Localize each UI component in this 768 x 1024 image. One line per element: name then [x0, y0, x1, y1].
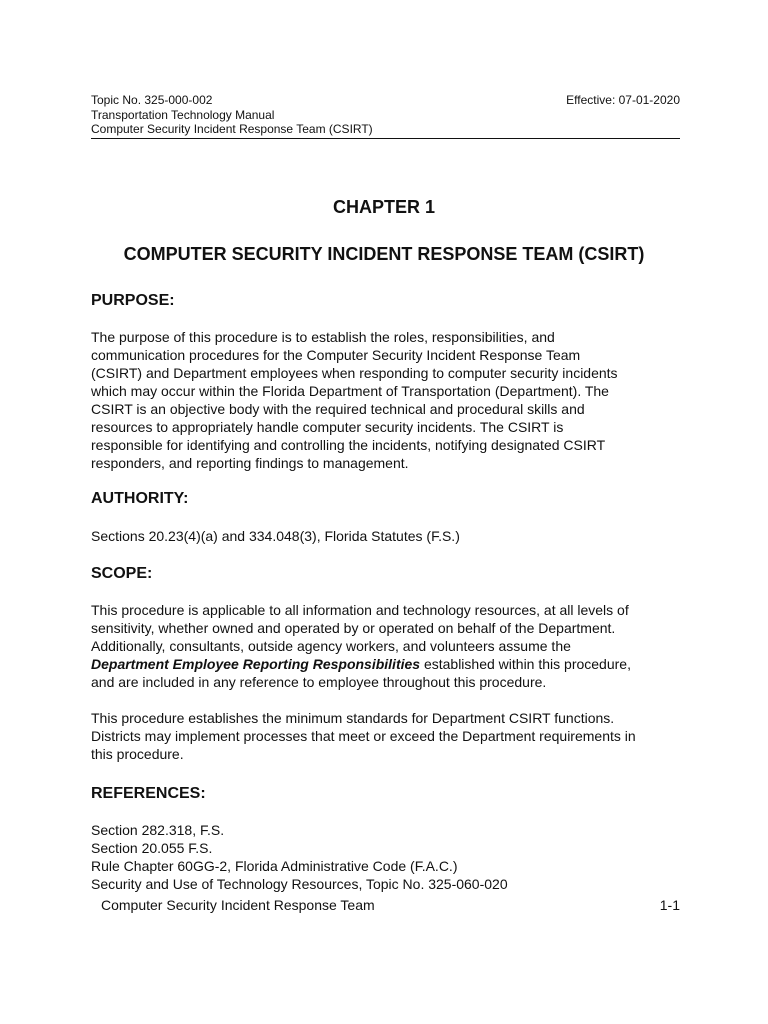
scope-line: sensitivity, whether owned and operated by or operated on behalf of the Department. [91, 620, 616, 636]
header-divider [91, 138, 680, 139]
page-header [91, 93, 680, 137]
purpose-line: resources to appropriately handle computer security incidents. The CSIRT is [91, 419, 564, 435]
purpose-line: responsible for identifying and controlling the incidents, notifying designated CSIRT [91, 437, 606, 453]
footer-page-number: 1-1 [659, 897, 680, 913]
authority-text [91, 527, 683, 545]
authority-line: Sections 20.23(4)(a) and 334.048(3), Florida Statutes (F.S.) [91, 528, 460, 544]
authority-heading: AUTHORITY: [91, 490, 189, 507]
scope-line [91, 655, 683, 673]
header-effective-date: Effective: 07-01-2020 [566, 93, 680, 107]
reference-item: Section 282.318, F.S. [91, 822, 225, 838]
header-manual: Transportation Technology Manual [91, 107, 275, 122]
purpose-line: The purpose of this procedure is to establish the roles, responsibilities, and [91, 329, 555, 345]
header-topic: Topic No. 325-000-002 [91, 93, 213, 107]
references-list [91, 821, 683, 893]
scope-paragraph-1 [91, 601, 683, 691]
scope-line: This procedure establishes the minimum standards for Department CSIRT functions. [91, 710, 615, 726]
purpose-line: communication procedures for the Computer Security Incident Response Team [91, 347, 581, 363]
references-heading: REFERENCES: [91, 785, 206, 802]
scope-line: this procedure. [91, 746, 184, 762]
scope-paragraph-2 [91, 709, 683, 763]
purpose-line: responders, and reporting findings to management. [91, 455, 409, 471]
reference-item: Section 20.055 F.S. [91, 840, 213, 856]
scope-emphasis: Department Employee Reporting Responsibilities [91, 656, 421, 672]
scope-line: Districts may implement processes that meet or exceed the Department requirements in [91, 728, 636, 744]
scope-line: and are included in any reference to employee throughout this procedure. [91, 674, 547, 690]
scope-heading: SCOPE: [91, 565, 153, 582]
scope-line-rest: established within this procedure, [420, 656, 631, 672]
scope-line: Additionally, consultants, outside agency workers, and volunteers assume the [91, 638, 571, 654]
purpose-line: CSIRT is an objective body with the required technical and procedural skills and [91, 401, 585, 417]
footer-title: Computer Security Incident Response Team [101, 897, 375, 913]
header-subject: Computer Security Incident Response Team (CSIRT) [91, 122, 373, 136]
purpose-paragraph [91, 328, 683, 472]
purpose-line: (CSIRT) and Department employees when responding to computer security incidents [91, 365, 618, 381]
reference-item: Security and Use of Technology Resources, Topic No. 325-060-020 [91, 876, 508, 892]
scope-line: This procedure is applicable to all information and technology resources, at all levels of [91, 602, 629, 618]
page-footer [101, 896, 680, 914]
reference-item: Rule Chapter 60GG-2, Florida Administrative Code (F.A.C.) [91, 858, 458, 874]
purpose-heading: PURPOSE: [91, 292, 175, 309]
chapter-title: COMPUTER SECURITY INCIDENT RESPONSE TEAM (CSIRT) [123, 244, 645, 264]
chapter-number: CHAPTER 1 [332, 197, 435, 217]
purpose-line: which may occur within the Florida Department of Transportation (Department). The [91, 383, 609, 399]
